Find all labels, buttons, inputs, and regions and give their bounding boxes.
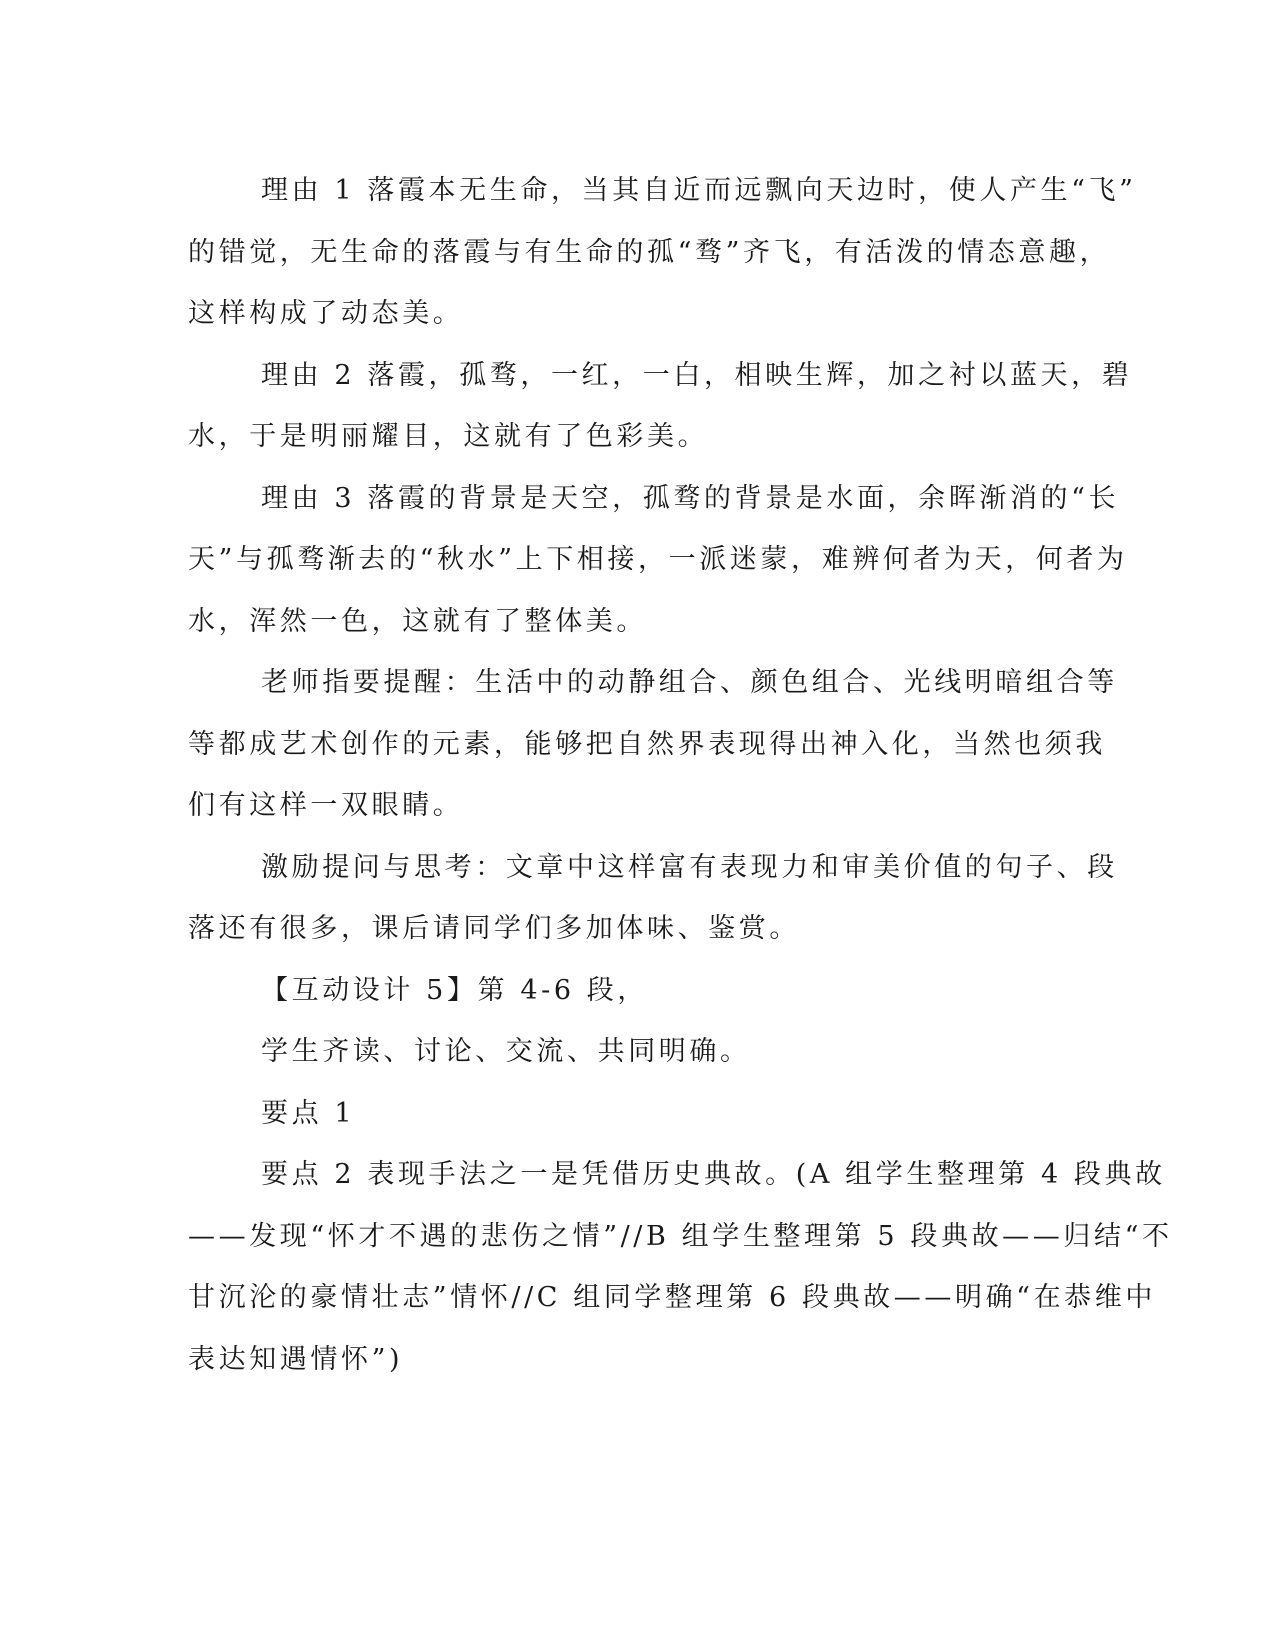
text-line: 理由 2 落霞，孤骛，一红，一白，相映生辉，加之衬以蓝天，碧 bbox=[261, 359, 1133, 391]
text-line: 们有这样一双眼睛。 bbox=[188, 790, 464, 821]
section-heading: 【互动设计 5】第 4-6 段， bbox=[261, 974, 649, 1006]
text-line: 落还有很多，课后请同学们多加体味、鉴赏。 bbox=[188, 913, 800, 944]
text-line: 甘沉沦的豪情壮志”情怀//C 组同学整理第 6 段典故——明确“在恭维中 bbox=[188, 1282, 1156, 1313]
text-line: 的错觉，无生命的落霞与有生命的孤“骛”齐飞，有活泼的情态意趣， bbox=[188, 236, 1111, 268]
text-line: 这样构成了动态美。 bbox=[188, 298, 464, 329]
text-line: 要点 2 表现手法之一是凭借历史典故。(A 组学生整理第 4 段典故 bbox=[261, 1159, 1166, 1190]
text-line: 天”与孤骛渐去的“秋水”上下相接，一派迷蒙，难辨何者为天，何者为 bbox=[188, 544, 1128, 575]
text-line: 理由 3 落霞的背景是天空，孤骛的背景是水面，余晖渐消的“长 bbox=[261, 482, 1120, 514]
text-line: 老师指要提醒：生活中的动静组合、颜色组合、光线明暗组合等 bbox=[261, 667, 1118, 698]
text-line: 水，浑然一色，这就有了整体美。 bbox=[188, 605, 647, 637]
text-line: 表达知遇情怀”) bbox=[188, 1343, 404, 1375]
text-line: 激励提问与思考：文章中这样富有表现力和审美价值的句子、段 bbox=[261, 851, 1118, 883]
key-point-label: 要点 1 bbox=[261, 1097, 356, 1129]
text-line: 水，于是明丽耀目，这就有了色彩美。 bbox=[188, 421, 709, 452]
text-line: 等都成艺术创作的元素，能够把自然界表现得出神入化，当然也须我 bbox=[188, 728, 1106, 760]
document-body bbox=[188, 160, 1173, 1390]
text-line: ——发现“怀才不遇的悲伤之情”//B 组学生整理第 5 段典故——归结“不 bbox=[188, 1220, 1173, 1252]
text-line: 理由 1 落霞本无生命，当其自近而远飘向天边时，使人产生“飞” bbox=[261, 175, 1137, 206]
text-line: 学生齐读、讨论、交流、共同明确。 bbox=[261, 1036, 751, 1067]
